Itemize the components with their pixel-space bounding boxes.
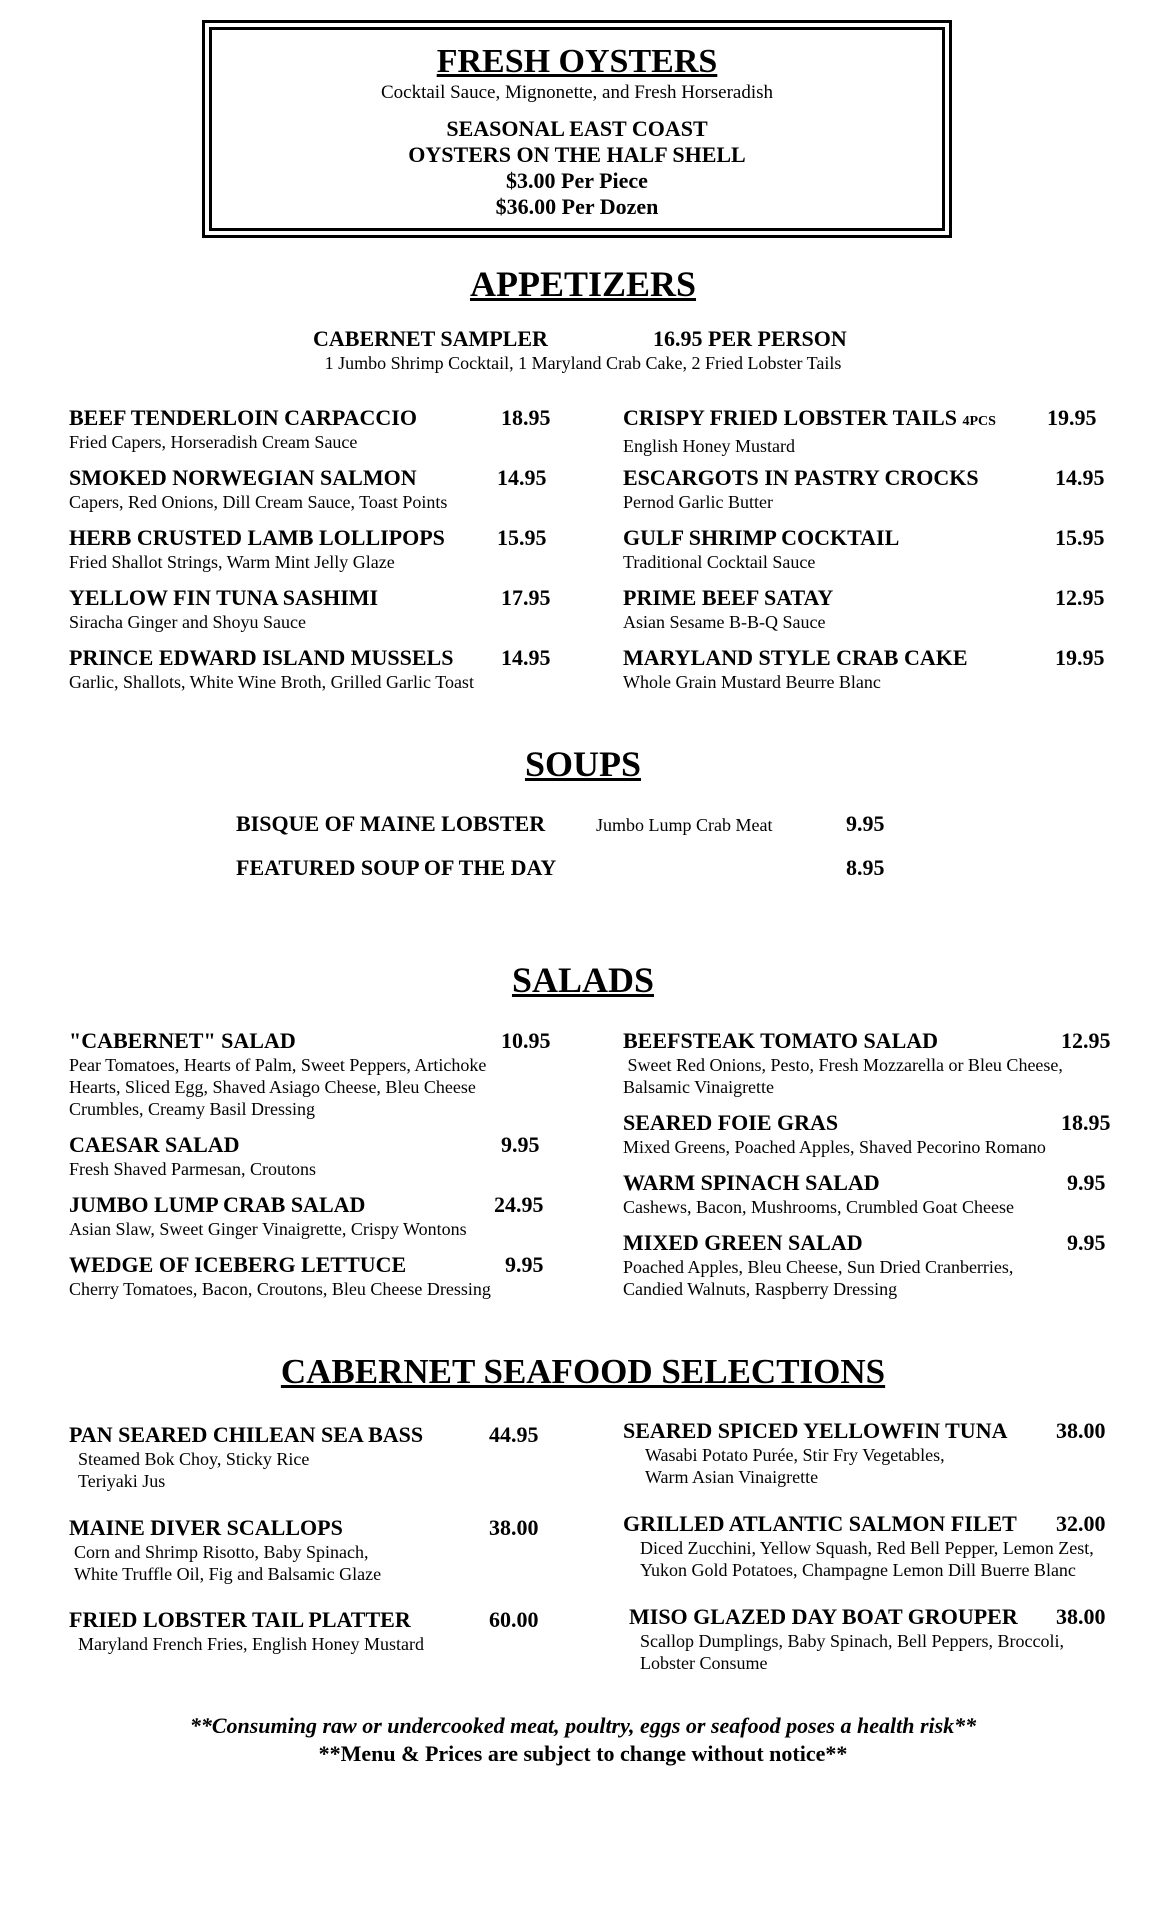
- item-price: 19.95: [1047, 405, 1097, 430]
- item-name: "CABERNET" SALAD: [69, 1028, 296, 1053]
- item-name: SEARED FOIE GRAS: [623, 1110, 839, 1135]
- item-desc: Asian Sesame B-B-Q Sauce: [623, 612, 826, 632]
- oysters-title: FRESH OYSTERS: [436, 43, 718, 80]
- item-desc: Maryland French Fries, English Honey Mustard: [78, 1634, 424, 1654]
- menu-item: [69, 1422, 549, 1492]
- item-name: HERB CRUSTED LAMB LOLLIPOPS: [69, 525, 445, 550]
- item-desc: Pear Tomatoes, Hearts of Palm, Sweet Peppers, Artichoke: [69, 1055, 487, 1075]
- menu-item: [69, 1252, 549, 1300]
- menu-footer: [0, 1712, 1166, 1768]
- item-desc: Hearts, Sliced Egg, Shaved Asiago Cheese, Bleu Cheese: [69, 1077, 476, 1097]
- item-desc: Wasabi Potato Purée, Stir Fry Vegetables,: [645, 1445, 945, 1465]
- item-name: MARYLAND STYLE CRAB CAKE: [623, 645, 968, 670]
- item-name: BEEFSTEAK TOMATO SALAD: [623, 1028, 939, 1053]
- item-name: MISO GLAZED DAY BOAT GROUPER: [629, 1604, 1018, 1629]
- item-price: 14.95: [1055, 465, 1105, 490]
- menu-item: [623, 645, 1123, 693]
- item-name: PRIME BEEF SATAY: [623, 585, 834, 610]
- item-price: 9.95: [846, 811, 885, 836]
- item-desc: Cherry Tomatoes, Bacon, Croutons, Bleu Cheese Dressing: [69, 1279, 491, 1299]
- item-name: FRIED LOBSTER TAIL PLATTER: [69, 1607, 411, 1632]
- oysters-line2: OYSTERS ON THE HALF SHELL: [408, 142, 746, 167]
- item-desc: Pernod Garlic Butter: [623, 492, 773, 512]
- oysters-subtitle: Cocktail Sauce, Mignonette, and Fresh Horseradish: [380, 82, 774, 103]
- item-name: SEARED SPICED YELLOWFIN TUNA: [623, 1418, 1008, 1443]
- item-name: ESCARGOTS IN PASTRY CROCKS: [623, 465, 979, 490]
- menu-item: [69, 1515, 549, 1585]
- item-desc: Mixed Greens, Poached Apples, Shaved Pecorino Romano: [623, 1137, 1046, 1157]
- menu-item: [623, 525, 1123, 573]
- item-price: 38.00: [1056, 1604, 1106, 1629]
- item-name: FEATURED SOUP OF THE DAY: [236, 855, 557, 880]
- item-desc: Capers, Red Onions, Dill Cream Sauce, Toast Points: [69, 492, 448, 512]
- soups-title: SOUPS: [524, 744, 642, 784]
- menu-item: [623, 405, 1123, 457]
- item-name: CAESAR SALAD: [69, 1132, 240, 1157]
- menu-item: [69, 645, 549, 693]
- item-price: 24.95: [494, 1192, 544, 1217]
- oysters-box-inner: [209, 27, 945, 231]
- menu-item: [623, 1230, 1123, 1300]
- item-desc: Traditional Cocktail Sauce: [623, 552, 816, 572]
- menu-item: [69, 1192, 549, 1240]
- item-desc: English Honey Mustard: [623, 436, 795, 456]
- item-name: JUMBO LUMP CRAB SALAD: [69, 1192, 366, 1217]
- menu-item: [623, 1170, 1123, 1218]
- item-desc: Asian Slaw, Sweet Ginger Vinaigrette, Crispy Wontons: [69, 1219, 467, 1239]
- item-price: 15.95: [497, 525, 547, 550]
- item-name: BISQUE OF MAINE LOBSTER: [236, 811, 546, 836]
- item-desc: Jumbo Lump Crab Meat: [596, 815, 773, 835]
- item-desc: Corn and Shrimp Risotto, Baby Spinach,: [74, 1542, 369, 1562]
- menu-item: [623, 585, 1123, 633]
- item-name: PAN SEARED CHILEAN SEA BASS: [69, 1422, 424, 1447]
- item-price: 32.00: [1056, 1511, 1106, 1536]
- sampler-desc: 1 Jumbo Shrimp Cocktail, 1 Maryland Crab Cake, 2 Fried Lobster Tails: [324, 353, 842, 373]
- menu-item: [69, 1028, 549, 1120]
- item-price: 12.95: [1061, 1028, 1111, 1053]
- menu-item: [623, 1418, 1143, 1488]
- item-desc: Whole Grain Mustard Beurre Blanc: [623, 672, 881, 692]
- salads-title: SALADS: [511, 960, 655, 1000]
- price-notice: **Menu & Prices are subject to change without notice**: [318, 1741, 848, 1766]
- item-price: 9.95: [1067, 1230, 1106, 1255]
- item-desc: Crumbles, Creamy Basil Dressing: [69, 1099, 315, 1119]
- item-desc: Poached Apples, Bleu Cheese, Sun Dried Cranberries,: [623, 1257, 1014, 1277]
- menu-item: [69, 1607, 549, 1655]
- sampler-name: CABERNET SAMPLER: [313, 326, 548, 351]
- item-name: MAINE DIVER SCALLOPS: [69, 1515, 343, 1540]
- item-desc: Balsamic Vinaigrette: [623, 1077, 775, 1097]
- soup-item: [236, 855, 936, 881]
- menu-item: [629, 1604, 1149, 1674]
- item-price: 18.95: [501, 405, 551, 430]
- item-price: 19.95: [1055, 645, 1105, 670]
- oysters-price-piece: $3.00 Per Piece: [506, 168, 648, 193]
- item-price: 9.95: [501, 1132, 540, 1157]
- item-desc: White Truffle Oil, Fig and Balsamic Glaze: [74, 1564, 382, 1584]
- item-desc: Cashews, Bacon, Mushrooms, Crumbled Goat Cheese: [623, 1197, 1014, 1217]
- item-name: CRISPY FRIED LOBSTER TAILS 4PCS: [623, 405, 996, 430]
- item-price: 9.95: [1067, 1170, 1106, 1195]
- item-price: 14.95: [497, 465, 547, 490]
- item-name: WARM SPINACH SALAD: [623, 1170, 880, 1195]
- item-desc: Siracha Ginger and Shoyu Sauce: [69, 612, 306, 632]
- sampler-price: 16.95 PER PERSON: [653, 326, 847, 351]
- item-price: 17.95: [501, 585, 551, 610]
- item-name: WEDGE OF ICEBERG LETTUCE: [69, 1252, 407, 1277]
- appetizers-title: APPETIZERS: [469, 264, 697, 304]
- item-price: 12.95: [1055, 585, 1105, 610]
- menu-item: [69, 405, 549, 453]
- menu-item: [69, 465, 549, 513]
- menu-item: [623, 1511, 1143, 1581]
- health-warning: **Consuming raw or undercooked meat, poultry, eggs or seafood poses a health risk**: [189, 1713, 977, 1738]
- item-desc: Yukon Gold Potatoes, Champagne Lemon Dill Buerre Blanc: [640, 1560, 1076, 1580]
- soup-item: [236, 811, 936, 837]
- item-price: 60.00: [489, 1607, 539, 1632]
- item-name: GRILLED ATLANTIC SALMON FILET: [623, 1511, 1017, 1536]
- item-desc: Lobster Consume: [640, 1653, 768, 1673]
- item-name: PRINCE EDWARD ISLAND MUSSELS: [69, 645, 454, 670]
- item-price: 15.95: [1055, 525, 1105, 550]
- oysters-box: [202, 20, 952, 238]
- item-desc: Scallop Dumplings, Baby Spinach, Bell Peppers, Broccoli,: [640, 1631, 1064, 1651]
- oysters-line1: SEASONAL EAST COAST: [446, 116, 708, 141]
- item-desc: Fried Shallot Strings, Warm Mint Jelly Glaze: [69, 552, 395, 572]
- item-desc: Teriyaki Jus: [78, 1471, 166, 1491]
- item-desc: Sweet Red Onions, Pesto, Fresh Mozzarella or Bleu Cheese,: [623, 1055, 1063, 1075]
- menu-item: [623, 465, 1123, 513]
- seafood-title: CABERNET SEAFOOD SELECTIONS: [280, 1352, 886, 1391]
- item-desc: Steamed Bok Choy, Sticky Rice: [78, 1449, 310, 1469]
- item-desc: Warm Asian Vinaigrette: [645, 1467, 819, 1487]
- item-desc: Fried Capers, Horseradish Cream Sauce: [69, 432, 358, 452]
- item-suffix: 4PCS: [962, 414, 996, 429]
- item-desc: Garlic, Shallots, White Wine Broth, Grilled Garlic Toast: [69, 672, 474, 692]
- item-name: GULF SHRIMP COCKTAIL: [623, 525, 900, 550]
- item-price: 14.95: [501, 645, 551, 670]
- item-price: 18.95: [1061, 1110, 1111, 1135]
- item-name: MIXED GREEN SALAD: [623, 1230, 863, 1255]
- item-price: 8.95: [846, 855, 885, 880]
- item-price: 44.95: [489, 1422, 539, 1447]
- oysters-price-dozen: $36.00 Per Dozen: [495, 194, 659, 219]
- menu-item: [623, 1028, 1123, 1098]
- item-desc: Candied Walnuts, Raspberry Dressing: [623, 1279, 898, 1299]
- item-price: 38.00: [1056, 1418, 1106, 1443]
- menu-item: [623, 1110, 1123, 1158]
- item-price: 9.95: [505, 1252, 544, 1277]
- item-price: 38.00: [489, 1515, 539, 1540]
- item-name: BEEF TENDERLOIN CARPACCIO: [69, 405, 417, 430]
- cabernet-sampler: [0, 326, 1166, 374]
- item-desc: Fresh Shaved Parmesan, Croutons: [69, 1159, 316, 1179]
- item-name: SMOKED NORWEGIAN SALMON: [69, 465, 417, 490]
- item-desc: Diced Zucchini, Yellow Squash, Red Bell Pepper, Lemon Zest,: [640, 1538, 1094, 1558]
- menu-item: [69, 525, 549, 573]
- item-price: 10.95: [501, 1028, 551, 1053]
- menu-item: [69, 585, 549, 633]
- item-name: YELLOW FIN TUNA SASHIMI: [69, 585, 379, 610]
- menu-item: [69, 1132, 549, 1180]
